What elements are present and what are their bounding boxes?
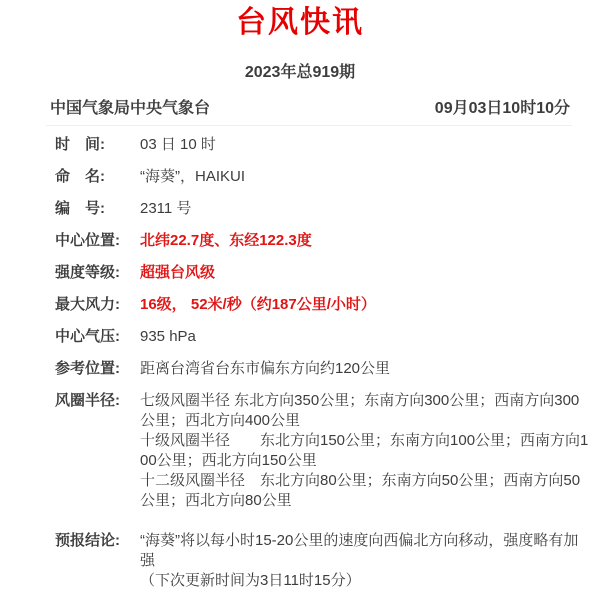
field-row — [55, 231, 590, 251]
field-row — [55, 359, 590, 379]
field-label: 命 名: — [55, 168, 105, 185]
value-line: 十级风圈半径 东北方向150公里；东南方向100公里；西南方向100公里；西北方向150公里 — [140, 432, 589, 469]
field-value: 16级， 52米/秒（约187公里/小时） — [140, 296, 376, 313]
value-line: 七级风圈半径 东北方向350公里；东南方向300公里；西南方向300公里；西北方向400公里 — [140, 392, 580, 429]
value-line: （下次更新时间为3日11时15分） — [140, 572, 361, 589]
issue-number: 2023年总919期 — [244, 64, 356, 81]
field-row — [55, 391, 590, 511]
field-label: 参考位置: — [55, 360, 120, 377]
field-value: 超强台风级 — [140, 264, 216, 281]
publish-time: 09月03日10时10分 — [434, 100, 570, 117]
field-value: 距离台湾省台东市偏东方向约120公里 — [140, 360, 391, 377]
field-label: 预报结论: — [55, 532, 120, 549]
field-label: 强度等级: — [55, 264, 120, 281]
page-title: 台风快讯 — [236, 6, 364, 39]
header-row — [50, 99, 570, 119]
typhoon-bulletin-page — [0, 5, 600, 589]
field-row — [55, 167, 590, 187]
field-row — [55, 295, 590, 315]
fields-table — [55, 135, 590, 591]
field-value: 2311 号 — [140, 200, 192, 217]
value-line: “海葵”将以每小时15-20公里的速度向西偏北方向移动，强度略有加强 — [140, 532, 579, 569]
field-label: 中心气压: — [55, 328, 120, 345]
field-row — [55, 135, 590, 155]
header-divider — [46, 125, 572, 126]
field-label: 最大风力: — [55, 296, 120, 313]
field-value — [140, 391, 590, 511]
field-row — [55, 327, 590, 347]
field-value: 03 日 10 时 — [140, 136, 216, 153]
field-label: 编 号: — [55, 200, 105, 217]
value-line: 十二级风圈半径 东北方向80公里；东南方向50公里；西南方向50公里；西北方向80公里 — [140, 472, 581, 509]
field-row — [55, 199, 590, 219]
field-label: 中心位置: — [55, 232, 120, 249]
field-value: 935 hPa — [140, 328, 196, 345]
field-value: 北纬22.7度、东经122.3度 — [140, 232, 312, 249]
field-value: “海葵”，HAIKUI — [140, 168, 246, 185]
field-label: 风圈半径: — [55, 392, 120, 409]
agency-name: 中国气象局中央气象台 — [50, 100, 211, 117]
field-value — [140, 531, 590, 591]
field-row — [55, 263, 590, 283]
field-label: 时 间: — [55, 136, 105, 153]
field-row — [55, 531, 590, 591]
